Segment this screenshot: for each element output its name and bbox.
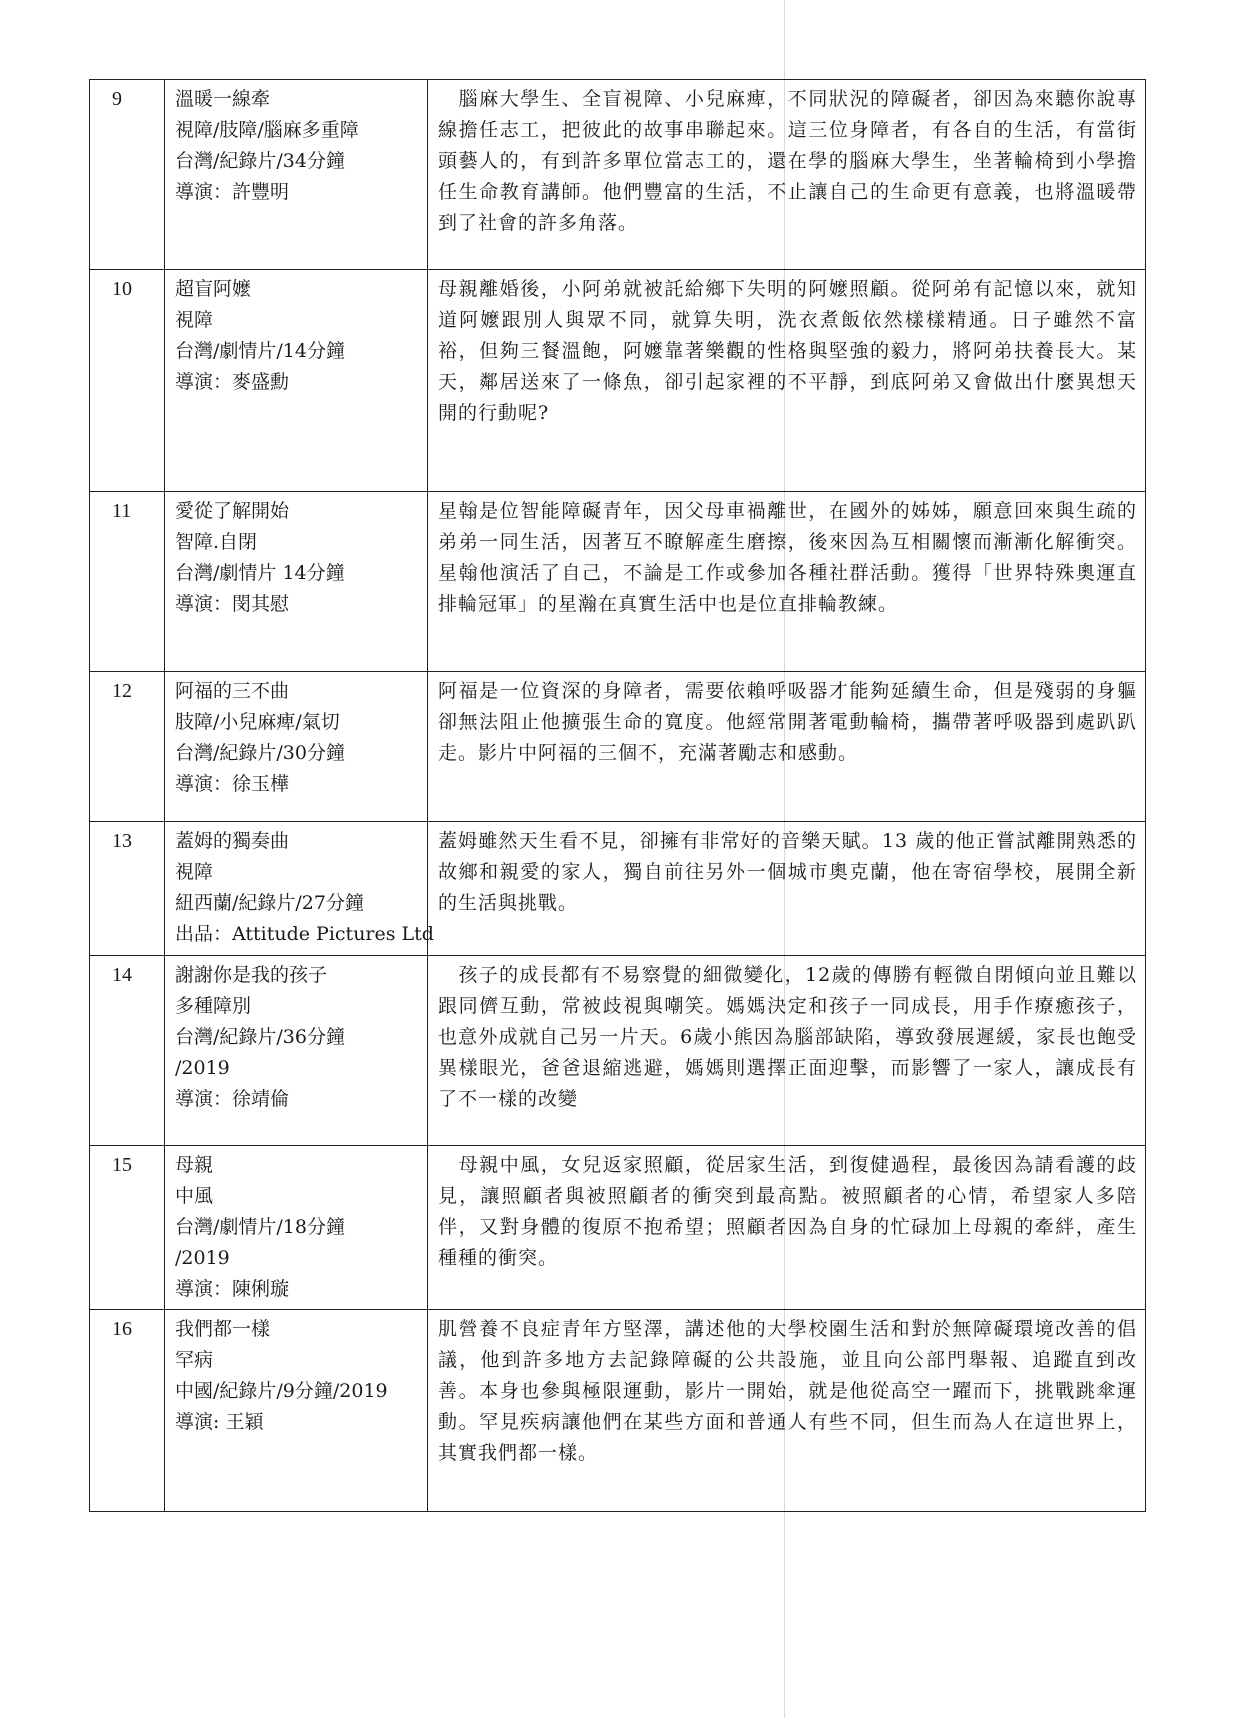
- film-number: 12: [90, 672, 165, 822]
- film-info-line: 紐西蘭/紀錄片/27分鐘: [175, 892, 364, 914]
- film-number: 9: [90, 80, 165, 270]
- table-row: [90, 1310, 1146, 1512]
- film-title: 溫暖一線牽: [175, 88, 271, 110]
- film-info: [165, 1146, 428, 1310]
- film-title: 超盲阿嬤: [175, 278, 252, 300]
- film-info-line: 中風: [175, 1185, 214, 1207]
- film-rows: [90, 80, 1146, 1512]
- film-number: 10: [90, 270, 165, 492]
- film-description: 腦麻大學生、全盲視障、小兒麻痺，不同狀況的障礙者，卻因為來聽你說專線擔任志工，把彼此的故事串聯起來。這三位身障者，有各自的生活，有當街頭藝人的，有到許多單位當志工的，還在學的腦麻大學生，坐著輪椅到小學擔任生命教育講師。他們豐富的生活，不止讓自己的生命更有意義，也將溫暖帶到了社會的許多角落。: [428, 80, 1146, 270]
- film-info-line: 導演：陳俐璇: [175, 1278, 290, 1300]
- film-number: 14: [90, 956, 165, 1146]
- table-row: [90, 1146, 1146, 1310]
- film-info-line: 台灣/劇情片/18分鐘: [175, 1216, 345, 1238]
- film-info: [165, 80, 428, 270]
- film-description: 母親離婚後，小阿弟就被託給鄉下失明的阿嬤照顧。從阿弟有記憶以來，就知道阿嬤跟別人與眾不同，就算失明，洗衣煮飯依然樣樣精通。日子雖然不富裕，但夠三餐溫飽，阿嬤靠著樂觀的性格與堅強的毅力，將阿弟扶養長大。某天，鄰居送來了一條魚，卻引起家裡的不平靜，到底阿弟又會做出什麼異想天開的行動呢?: [428, 270, 1146, 492]
- film-info-line: 導演：徐玉樺: [175, 773, 290, 795]
- film-info-line: 導演：閔其慰: [175, 593, 290, 615]
- film-info-line: /2019: [175, 1057, 230, 1079]
- film-title: 母親: [175, 1154, 214, 1176]
- film-description: 蓋姆雖然天生看不見，卻擁有非常好的音樂天賦。13 歲的他正嘗試離開熟悉的故鄉和親愛的家人，獨自前往另外一個城市奧克蘭，他在寄宿學校，展開全新的生活與挑戰。: [428, 822, 1146, 956]
- film-number: 15: [90, 1146, 165, 1310]
- film-list-table: [89, 79, 1146, 1512]
- film-info-line: 導演：許豐明: [175, 181, 290, 203]
- film-info-line: 視障/肢障/腦麻多重障: [175, 119, 359, 141]
- film-info-line: /2019: [175, 1247, 230, 1269]
- film-number: 11: [90, 492, 165, 672]
- film-description: 星翰是位智能障礙青年，因父母車禍離世，在國外的姊姊，願意回來與生疏的弟弟一同生活，因著互不瞭解產生磨擦，後來因為互相關懷而漸漸化解衝突。星翰他演活了自己，不論是工作或參加各種社群活動。獲得「世界特殊奧運直排輪冠軍」的星瀚在真實生活中也是位直排輪教練。: [428, 492, 1146, 672]
- film-info: [165, 492, 428, 672]
- film-title: 謝謝你是我的孩子: [175, 964, 328, 986]
- film-info-line: 中國/紀錄片/9分鐘/2019: [175, 1380, 388, 1402]
- film-info-line: 智障.自閉: [175, 531, 258, 553]
- film-number: 16: [90, 1310, 165, 1512]
- film-info-line: 肢障/小兒麻痺/氣切: [175, 711, 340, 733]
- film-info: [165, 672, 428, 822]
- film-description: 孩子的成長都有不易察覺的細微變化，12歲的傳勝有輕微自閉傾向並且難以跟同儕互動，常被歧視與嘲笑。媽媽決定和孩子一同成長，用手作療癒孩子，也意外成就自己另一片天。6歲小熊因為腦部缺陷，導致發展遲緩，家長也飽受異樣眼光，爸爸退縮逃避，媽媽則選擇正面迎擊，而影響了一家人，讓成長有了不一樣的改變: [428, 956, 1146, 1146]
- table-row: [90, 956, 1146, 1146]
- table-row: [90, 492, 1146, 672]
- film-number: 13: [90, 822, 165, 956]
- film-info-line: 出品：Attitude Pictures Ltd: [175, 923, 434, 945]
- film-info-line: 台灣/劇情片 14分鐘: [175, 562, 345, 584]
- film-title: 蓋姆的獨奏曲: [175, 830, 290, 852]
- film-info-line: 台灣/紀錄片/30分鐘: [175, 742, 345, 764]
- table-row: [90, 822, 1146, 956]
- film-info: [165, 1310, 428, 1512]
- table-row: [90, 672, 1146, 822]
- film-info-line: 導演：徐靖倫: [175, 1088, 290, 1110]
- film-description: 肌營養不良症青年方堅澤，講述他的大學校園生活和對於無障礙環境改善的倡議，他到許多地方去記錄障礙的公共設施，並且向公部門舉報、追蹤直到改善。本身也參與極限運動，影片一開始，就是他從高空一躍而下，挑戰跳傘運動。罕見疾病讓他們在某些方面和普通人有些不同，但生而為人在這世界上，其實我們都一樣。: [428, 1310, 1146, 1512]
- film-title: 我們都一樣: [175, 1318, 271, 1340]
- film-info-line: 罕病: [175, 1349, 214, 1371]
- film-title: 愛從了解開始: [175, 500, 290, 522]
- film-info-line: 視障: [175, 309, 214, 331]
- film-description: 阿福是一位資深的身障者，需要依賴呼吸器才能夠延續生命，但是殘弱的身軀卻無法阻止他擴張生命的寬度。他經常開著電動輪椅，攜帶著呼吸器到處趴趴走。影片中阿福的三個不，充滿著勵志和感動。: [428, 672, 1146, 822]
- film-info-line: 台灣/劇情片/14分鐘: [175, 340, 345, 362]
- film-info-line: 導演：麥盛勳: [175, 371, 290, 393]
- film-info-line: 台灣/紀錄片/34分鐘: [175, 150, 345, 172]
- table-row: [90, 80, 1146, 270]
- film-title: 阿福的三不曲: [175, 680, 290, 702]
- film-info-line: 視障: [175, 861, 214, 883]
- film-info-line: 多種障別: [175, 995, 252, 1017]
- film-info-line: 導演: 王穎: [175, 1411, 264, 1433]
- film-info: [165, 822, 434, 956]
- film-description: 母親中風，女兒返家照顧，從居家生活，到復健過程，最後因為請看護的歧見，讓照顧者與被照顧者的衝突到最高點。被照顧者的心情，希望家人多陪伴，又對身體的復原不抱希望；照顧者因為自身的忙碌加上母親的牽絆，產生種種的衝突。: [428, 1146, 1146, 1310]
- film-info: [165, 956, 428, 1146]
- table-row: [90, 270, 1146, 492]
- film-info-line: 台灣/紀錄片/36分鐘: [175, 1026, 345, 1048]
- film-info: [165, 270, 428, 492]
